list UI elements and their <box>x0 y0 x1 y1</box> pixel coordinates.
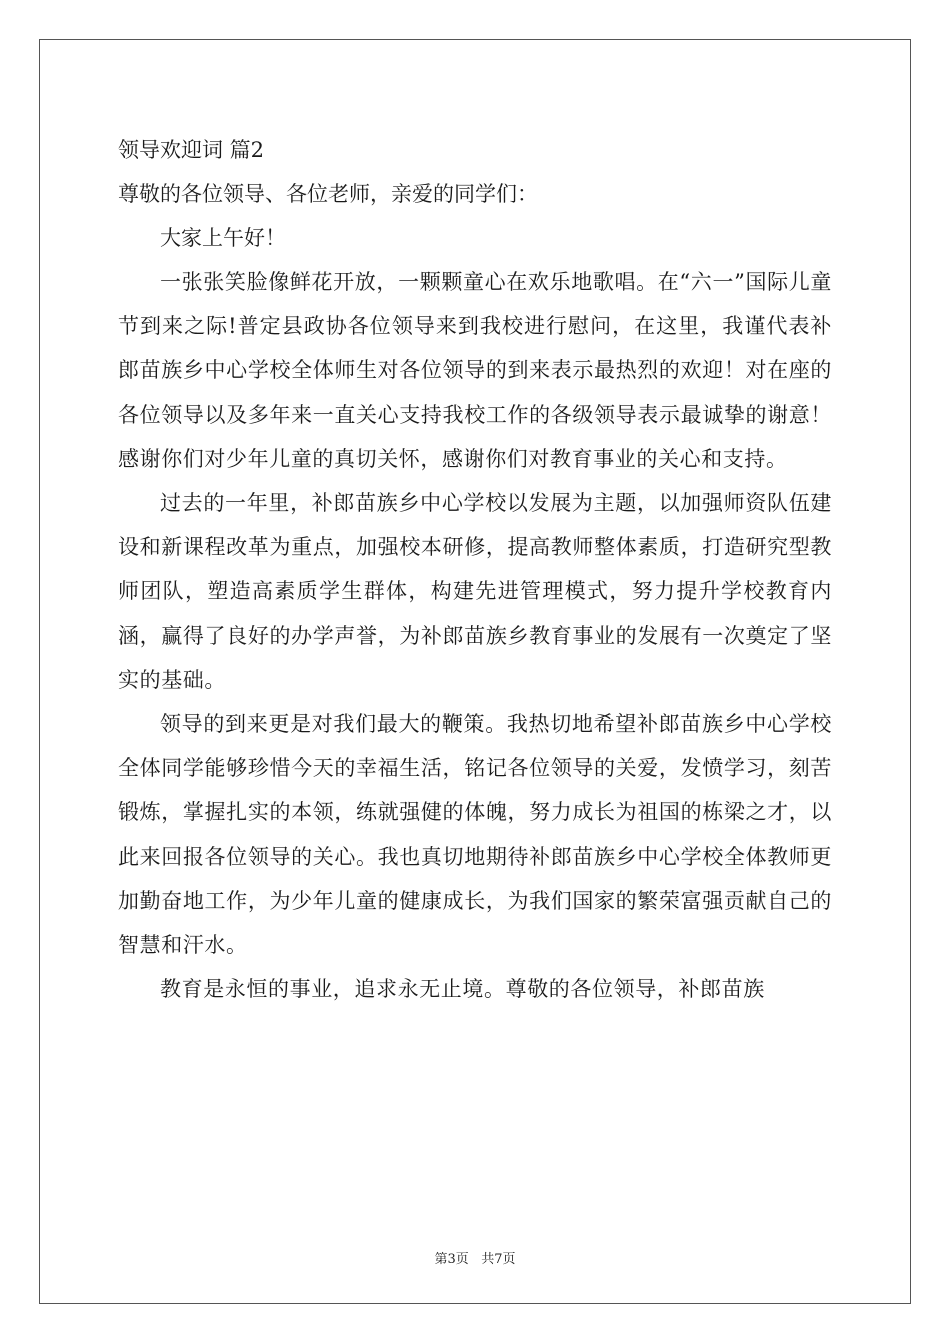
paragraph-2: 过去的一年里，补郎苗族乡中心学校以发展为主题，以加强师资队伍建设和新课程改革为重点，加强校本研修，提高教师整体素质，打造研究型教师团队，塑造高素质学生群体，构建先进管理模式，努力提升学校教育内涵，赢得了良好的办学声誉，为补郎苗族乡教育事业的发展有一次奠定了坚实的基础。 <box>118 491 832 692</box>
page-number: 第3页 <box>434 1252 469 1267</box>
document-title: 领导欢迎词 篇2 <box>118 138 265 162</box>
greeting: 大家上午好！ <box>160 226 286 250</box>
salutation: 尊敬的各位领导、各位老师，亲爱的同学们： <box>118 182 538 206</box>
paragraph-4: 教育是永恒的事业，追求永无止境。尊敬的各位领导，补郎苗族 <box>160 977 765 1002</box>
page-footer <box>0 1248 950 1267</box>
page-total: 共7页 <box>481 1252 516 1267</box>
document-body <box>118 128 832 1011</box>
paragraph-1: 一张张笑脸像鲜花开放，一颗颗童心在欢乐地歌唱。在“六一”国际儿童节到来之际!普定县政协各位领导来到我校进行慰问，在这里，我谨代表补郎苗族乡中心学校全体师生对各位领导的到来表示最热烈的欢迎！对在座的各位领导以及多年来一直关心支持我校工作的各级领导表示最诚挚的谢意！感谢你们对少年儿童的真切关怀，感谢你们对教育事业的关心和支持。 <box>118 270 832 471</box>
paragraph-3: 领导的到来更是对我们最大的鞭策。我热切地希望补郎苗族乡中心学校全体同学能够珍惜今天的幸福生活，铭记各位领导的关爱，发愤学习，刻苦锻炼，掌握扎实的本领，练就强健的体魄，努力成长为祖国的栋梁之才，以此来回报各位领导的关心。我也真切地期待补郎苗族乡中心学校全体教师更加勤奋地工作，为少年儿童的健康成长，为我们国家的繁荣富强贡献自己的智慧和汗水。 <box>118 712 832 958</box>
